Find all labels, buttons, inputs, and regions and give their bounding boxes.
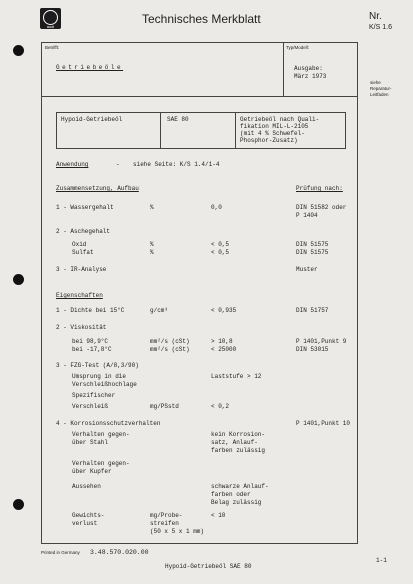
section1-row-label: 2 - Aschegehalt: [56, 228, 111, 235]
section1-row-label: 1 - Wassergehalt: [56, 204, 114, 211]
section2-row-unit: streifen: [150, 520, 179, 527]
section2-row-value: < 25000: [211, 346, 237, 353]
section2-row-unit: mm²/s (cSt): [150, 346, 190, 353]
section-properties-title: Eigenschaften: [56, 292, 103, 299]
section2-row-value: schwarze Anlauf-: [211, 483, 269, 490]
section2-row-label: bei 98,9°C: [72, 338, 109, 345]
section1-row-norm: Muster: [296, 266, 318, 273]
footer-code: 3.48.570.020.00: [90, 549, 149, 556]
section1-row-unit: %: [150, 249, 154, 256]
logo-text: audi: [46, 24, 55, 29]
document-title: Technisches Merkblatt: [142, 12, 261, 26]
anwendung-text: siehe Seite: K/S 1.4/1-4: [133, 161, 220, 168]
section2-row-label: Umsprung in die: [72, 373, 127, 380]
section1-row-label: Sulfat: [72, 249, 94, 256]
section1-row-unit: %: [150, 204, 154, 211]
section1-row-norm: DIN 51575: [296, 241, 329, 248]
page-number: 1-1: [376, 557, 387, 564]
section2-row-unit: mg/PSstd: [150, 403, 179, 410]
anwendung-dash: -: [116, 161, 120, 168]
anwendung-label: Anwendung: [56, 161, 89, 168]
section2-row-value: < 10: [211, 512, 226, 519]
section2-row-label: Verschleißhochlage: [72, 381, 137, 388]
ausgabe-label: Ausgabe:: [294, 65, 323, 72]
section2-row-value: < 0,2: [211, 403, 230, 410]
betrifft-value: Getriebeöle: [56, 64, 124, 71]
section2-row-value: Belag zulässig: [211, 499, 262, 506]
section2-row-label: Spezifischer: [72, 392, 116, 399]
punch-hole-middle: [13, 274, 24, 285]
section1-row-unit: %: [150, 241, 154, 248]
section2-row-label: bei -17,8°C: [72, 346, 112, 353]
section1-row-value: < 0,5: [211, 241, 230, 248]
section2-row-value: kein Korrosion-: [211, 431, 266, 438]
audi-logo: [40, 8, 61, 29]
section2-row-label: Gewichts-: [72, 512, 105, 519]
section2-row-norm: P 1401,Punkt 9: [296, 338, 347, 345]
pruefung-heading: Prüfung nach:: [296, 185, 343, 192]
section2-row-unit: (50 x 5 x 1 mm): [150, 528, 205, 535]
section2-row-norm: DIN 53015: [296, 346, 329, 353]
section2-row-label: Aussehen: [72, 483, 101, 490]
betrifft-label: Betrifft:: [45, 45, 60, 50]
section2-row-label: verlust: [72, 520, 98, 527]
section2-row-label: 4 - Korrosionsschutzverhalten: [56, 420, 161, 427]
section2-row-label: über Kupfer: [72, 468, 112, 475]
header-divider: [283, 42, 284, 96]
punch-hole-bottom: [13, 499, 24, 510]
footer-center: Hypoid-Getriebeöl SAE 80: [165, 563, 252, 570]
section2-row-label: Verschleiß: [72, 403, 109, 410]
section2-row-label: Verhalten gegen-: [72, 460, 130, 467]
section1-row-value: < 0,5: [211, 249, 230, 256]
side-note: siehe Reparatur- Leitfaden: [370, 80, 392, 97]
section2-row-value: > 10,8: [211, 338, 233, 345]
section1-row-norm: DIN 51582 oder: [296, 204, 347, 211]
printed-label: Printed in Germany: [41, 550, 80, 555]
section1-row-norm: P 1404: [296, 212, 318, 219]
section2-row-label: 2 - Viskosität: [56, 324, 107, 331]
header-rule: [41, 96, 358, 97]
section1-row-label: Oxid: [72, 241, 87, 248]
section2-row-label: über Stahl: [72, 439, 109, 446]
section-composition-title: Zusammensetzung, Aufbau: [56, 185, 139, 192]
section2-row-value: Laststufe > 12: [211, 373, 262, 380]
logo-ring-icon: [43, 10, 58, 25]
nr-value: K/S 1.6: [369, 24, 392, 31]
ausgabe-value: März 1973: [294, 73, 327, 80]
punch-hole-top: [13, 45, 24, 56]
section2-row-unit: g/cm³: [150, 307, 169, 314]
section2-row-unit: mm²/s (cSt): [150, 338, 190, 345]
section1-row-label: 3 - IR-Analyse: [56, 266, 107, 273]
section2-row-label: Verhalten gegen-: [72, 431, 130, 438]
section2-row-value: farben oder: [211, 491, 251, 498]
section2-row-label: 1 - Dichte bei 15°C: [56, 307, 125, 314]
typ-label: Typ/Modell:: [286, 45, 310, 50]
spec-qualification: Getriebeöl nach Quali- fikation MIL-L-2105 (mit 4 % Schwefel- Phosphor-Zusatz): [240, 116, 320, 144]
spec-type: Hypoid-Getriebeöl: [61, 116, 123, 123]
section2-row-norm: DIN 51757: [296, 307, 329, 314]
section1-row-norm: DIN 51575: [296, 249, 329, 256]
section2-row-value: farben zulässig: [211, 447, 266, 454]
nr-label: Nr.: [369, 11, 382, 22]
section2-row-unit: mg/Probe-: [150, 512, 183, 519]
section2-row-norm: P 1401,Punkt 10: [296, 420, 351, 427]
section2-row-value: < 0,935: [211, 307, 237, 314]
section1-row-value: 0,0: [211, 204, 222, 211]
section2-row-label: 3 - FZG-Test (A/8,3/90): [56, 362, 139, 369]
section2-row-value: satz, Anlauf-: [211, 439, 258, 446]
spec-sae: SAE 80: [167, 116, 189, 123]
